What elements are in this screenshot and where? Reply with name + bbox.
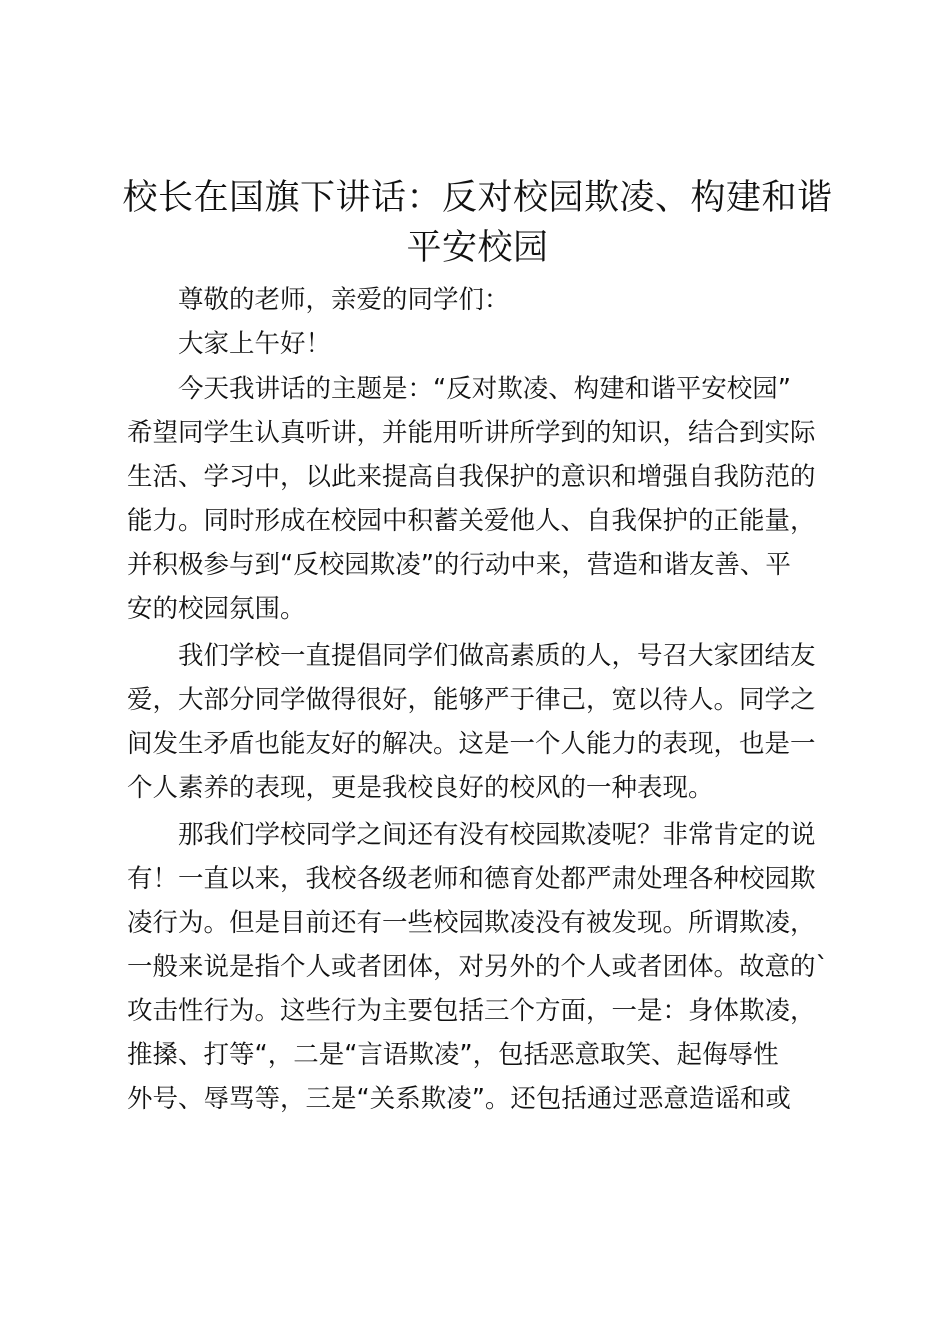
salutation-line: 尊敬的老师，亲爱的同学们： (178, 285, 510, 315)
body-line: 一般来说是指个人或者团体，对另外的个人或者团体。故意的` (127, 952, 829, 982)
body-line: 外号、辱骂等，三是“关系欺凌”。还包括通过恶意造谣和或 (127, 1084, 791, 1114)
body-line: 个人素养的表现，更是我校良好的校风的一种表现。 (127, 773, 714, 803)
greeting-line: 大家上午好！ (178, 329, 332, 359)
body-line: 攻击性行为。这些行为主要包括三个方面，一是：身体欺凌， (127, 996, 816, 1026)
body-line: 我们学校一直提倡同学们做高素质的人，号召大家团结友 (178, 641, 816, 671)
body-line: 那我们学校同学之间还有没有校园欺凌呢？非常肯定的说 (178, 820, 816, 850)
body-line: 凌行为。但是目前还有一些校园欺凌没有被发现。所谓欺凌， (127, 908, 816, 938)
body-line: 能力。同时形成在校园中积蓄关爱他人、自我保护的正能量， (127, 506, 816, 536)
body-line: 并积极参与到“反校园欺凌”的行动中来，营造和谐友善、平 (127, 550, 791, 580)
body-line: 间发生矛盾也能友好的解决。这是一个人能力的表现，也是一 (127, 729, 816, 759)
body-line: 推搡、打等“，二是“言语欺凌”，包括恶意取笑、起侮辱性 (127, 1040, 779, 1070)
body-line: 爱，大部分同学做得很好，能够严于律己，宽以待人。同学之 (127, 685, 816, 715)
body-line: 今天我讲话的主题是：“反对欺凌、构建和谐平安校园” (178, 374, 791, 404)
body-line: 希望同学生认真听讲，并能用听讲所学到的知识，结合到实际 (127, 418, 816, 448)
body-line: 生活、学习中，以此来提高自我保护的意识和增强自我防范的 (127, 462, 816, 492)
body-line: 有！一直以来，我校各级老师和德育处都严肃处理各种校园欺 (127, 864, 816, 894)
body-line: 安的校园氛围。 (127, 594, 306, 624)
document-title-line-1: 校长在国旗下讲话：反对校园欺凌、构建和谐 (122, 178, 833, 218)
document-title-line-2: 平安校园 (406, 228, 549, 268)
